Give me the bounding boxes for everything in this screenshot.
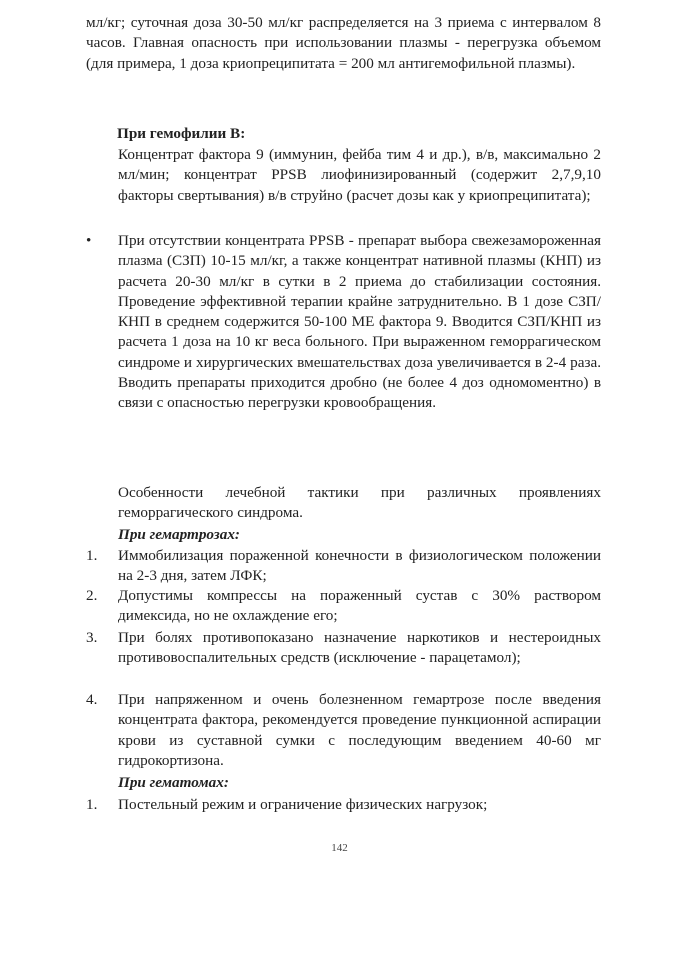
- bullet-marker: •: [86, 232, 92, 249]
- list-item-compresses: Допустимы компрессы на пораженный сустав с 30% раствором димексида, но не охлаждение его;: [118, 587, 601, 625]
- list-number: 1.: [86, 547, 98, 564]
- page-number: 142: [331, 842, 348, 854]
- heading-hemarthrosis: При гемартрозах:: [118, 526, 240, 543]
- list-item-pain-contraindications: При болях противопоказано назначение наркотиков и нестероидных противовоспалительных средств (исключение - парацетамол);: [118, 629, 601, 667]
- paragraph-factor-9-concentrate: Концентрат фактора 9 (иммунин, фейба тим 4 и др.), в/в, максимально 2 мл/мин; концентрат PPSB лиофинизированный (содержит 2,7,9,10 факторы свертывания) в/в струйно (расчет дозы как у криопреципитата);: [118, 146, 601, 204]
- heading-hemophilia-b: При гемофилии В:: [117, 125, 246, 142]
- paragraph-plasma-dosing: мл/кг; суточная доза 30-50 мл/кг распределяется на 3 приема с интервалом 8 часов. Главная опасность при использовании плазмы - перегрузка объемом (для примера, 1 доза криопреципитата = 200 мл антигемофильной плазмы).: [86, 14, 601, 72]
- list-number: 4.: [86, 691, 98, 708]
- list-number: 2.: [86, 587, 98, 604]
- heading-hematoma: При гематомах:: [118, 774, 229, 791]
- list-number: 1.: [86, 796, 98, 813]
- list-item-aspiration: При напряженном и очень болезненном гемартрозе после введения концентрата фактора, рекомендуется проведение пункционной аспирации крови из суставной сумки с последующим введением 40-60 мг гидрокортизона.: [118, 691, 601, 769]
- list-item-bed-rest: Постельный режим и ограничение физических нагрузок;: [118, 796, 488, 813]
- list-item-immobilization: Иммобилизация пораженной конечности в физиологическом положении на 2-3 дня, затем ЛФК;: [118, 547, 601, 585]
- bullet-ffp-therapy: При отсутствии концентрата PPSB - препарат выбора свежезамороженная плазма (СЗП) 10-15 мл/кг, а также концентрат нативной плазмы (КНП) из расчета 20-30 мл/кг в сутки в 2 приема до стабилизации состояния. Проведение эффективной терапии крайне затруднительно. В 1 дозе СЗП/КНП в среднем содержится 50-100 МЕ фактора 9. Вводится СЗП/КНП из расчета 1 доза на 10 кг веса больного. При выраженном геморрагическом синдроме и хирургических вмешательствах доза увеличивается в 2-4 раза. Вводить препараты приходится дробно (не более 4 доз одномоментно) в связи с опасностью перегрузки кровообращения.: [118, 232, 601, 412]
- list-number: 3.: [86, 629, 98, 646]
- paragraph-tactics-intro: Особенности лечебной тактики при различных проявлениях геморрагического синдрома.: [118, 484, 601, 522]
